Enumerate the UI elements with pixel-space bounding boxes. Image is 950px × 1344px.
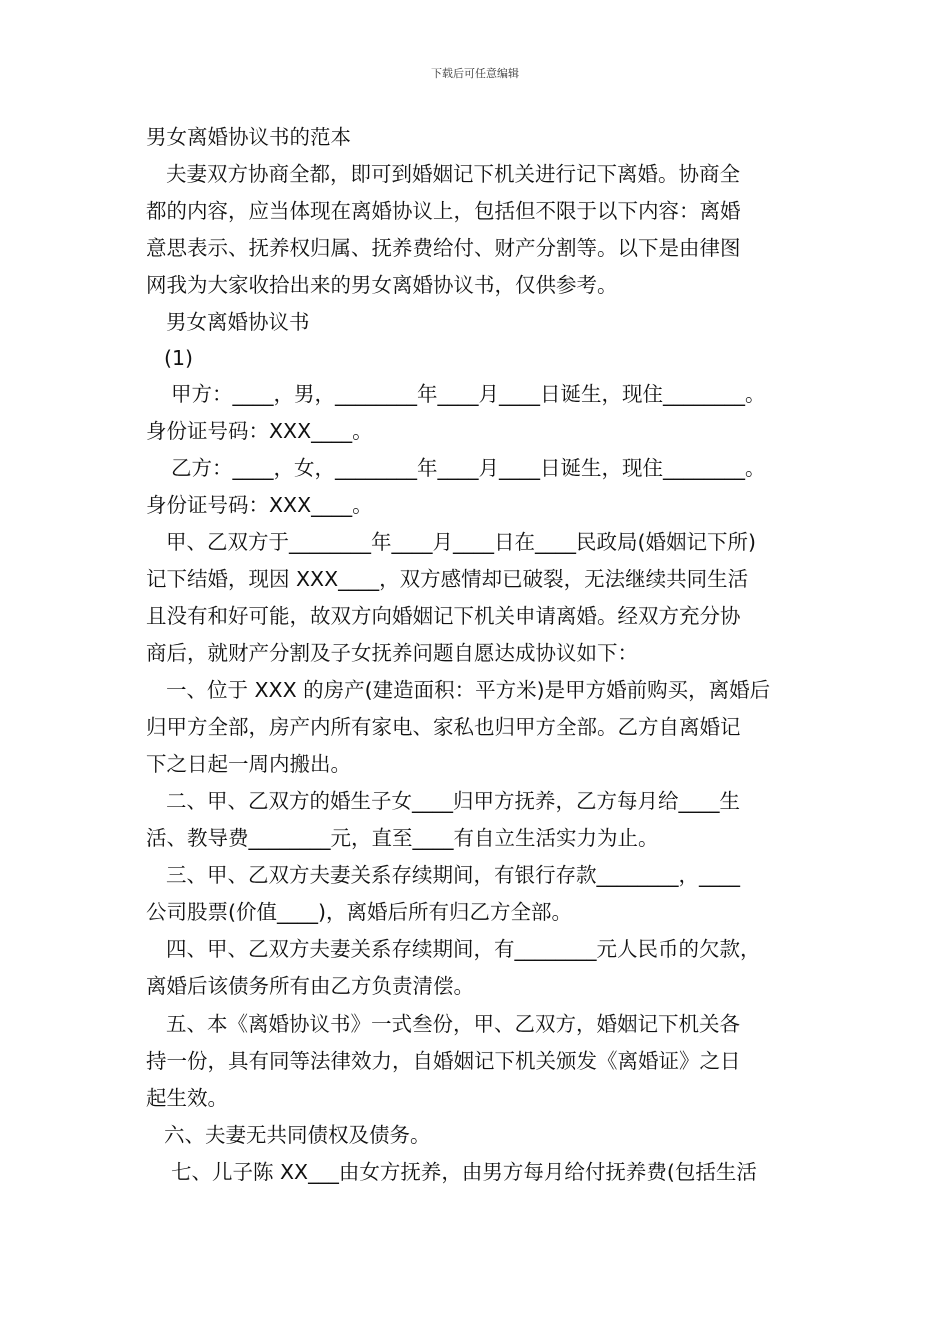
clause-5-line: 持一份，具有同等法律效力，自婚姻记下机关颁发《离婚证》之日 [146,1049,741,1073]
intro-line: 夫妻双方协商全都，即可到婚姻记下机关进行记下离婚。协商全 [166,162,740,186]
agreement-subtitle: 男女离婚协议书 [166,310,310,334]
clause-7-line: 七、儿子陈 XX___由女方抚养，由男方每月给付抚养费(包括生活 [171,1160,757,1184]
party-b-line: 乙方：____，女，________年____月____日诞生，现住________。 [171,456,766,480]
clause-6-line: 六、夫妻无共同债权及债务。 [164,1123,431,1147]
intro-line: 网我为大家收拾出来的男女离婚协议书，仅供参考。 [146,273,618,297]
preamble-line: 记下结婚，现因 XXX____，双方感情却已破裂，无法继续共同生活 [146,567,749,591]
preamble-line: 商后，就财产分割及子女抚养问题自愿达成协议如下： [146,641,638,665]
clause-3-line: 三、甲、乙双方夫妻关系存续期间，有银行存款________，____ [166,863,740,887]
clause-1-line: 归甲方全部，房产内所有家电、家私也归甲方全部。乙方自离婚记 [146,715,741,739]
party-a-id: 身份证号码：XXX____。 [146,419,373,443]
preamble-line: 且没有和好可能，故双方向婚姻记下机关申请离婚。经双方充分协 [146,604,741,628]
clause-1-line: 下之日起一周内搬出。 [146,752,351,776]
clause-5-line: 五、本《离婚协议书》一式叁份，甲、乙双方，婚姻记下机关各 [166,1012,740,1036]
party-a-line: 甲方：____，男，________年____月____日诞生，现住________。 [171,382,766,406]
clause-2-line: 二、甲、乙双方的婚生子女____归甲方抚养，乙方每月给____生 [166,789,740,813]
clause-3-line: 公司股票(价值____)，离婚后所有归乙方全部。 [146,900,572,924]
intro-line: 都的内容，应当体现在离婚协议上，包括但不限于以下内容：离婚 [146,199,741,223]
clause-1-line: 一、位于 XXX 的房产(建造面积：平方米)是甲方婚前购买，离婚后 [166,678,771,702]
agreement-number: (1) [164,346,194,370]
intro-line: 意思表示、抚养权归属、抚养费给付、财产分割等。以下是由律图 [146,236,741,260]
party-b-id: 身份证号码：XXX____。 [146,493,373,517]
clause-4-line: 离婚后该债务所有由乙方负责清偿。 [146,974,474,998]
document-title: 男女离婚协议书的范本 [146,125,351,149]
clause-4-line: 四、甲、乙双方夫妻关系存续期间，有________元人民币的欠款， [166,937,761,961]
page-header: 下载后可任意编辑 [431,67,519,80]
clause-2-line: 活、教导费________元，直至____有自立生活实力为止。 [146,826,659,850]
preamble-line: 甲、乙双方于________年____月____日在____民政局(婚姻记下所) [166,530,756,554]
clause-5-line: 起生效。 [146,1086,228,1110]
